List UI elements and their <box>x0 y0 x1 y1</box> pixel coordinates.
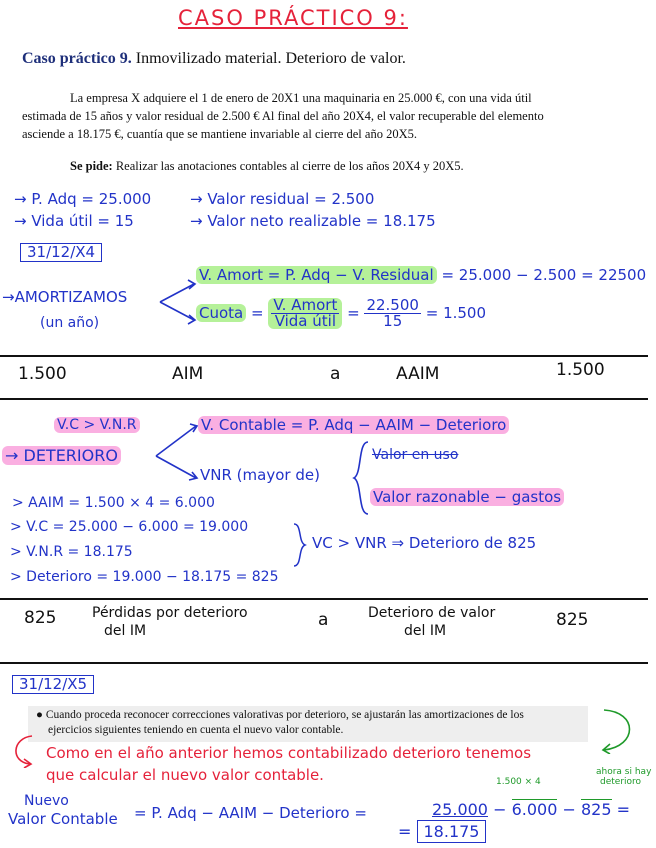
cuota-fraction-num: V. Amort <box>273 296 338 314</box>
nvc-result-eq: = <box>398 822 412 841</box>
case-title <box>0 50 656 68</box>
calc-vnr: > V.N.R = 18.175 <box>10 544 133 560</box>
entry1-bottom-rule <box>0 398 648 400</box>
valor-uso: Valor en uso <box>372 447 459 463</box>
vnr-mayor: VNR (mayor de) <box>200 466 320 484</box>
entry2-a: a <box>318 610 329 630</box>
cuota-calc-fraction <box>364 298 421 329</box>
amortizamos-label: →AMORTIZAMOS <box>2 288 128 306</box>
nvc-value-aaim: 6.000 <box>511 800 558 819</box>
vamort-highlight: V. Amort = P. Adq − V. Residual <box>196 266 437 284</box>
entry1-account-credit: AAIM <box>396 364 440 384</box>
entry2-account-debit-2: del IM <box>104 623 147 639</box>
entry2-account-debit-1: Pérdidas por deterioro <box>92 605 248 621</box>
cuota-label: Cuota <box>196 304 246 322</box>
case-title-bold: Caso práctico 9. <box>22 50 132 67</box>
vnr-brace <box>352 440 372 516</box>
vc-vnr-note <box>54 418 140 432</box>
calc-aaim: > AAIM = 1.500 × 4 = 6.000 <box>12 495 215 511</box>
bullet-line-1-text: Cuando proceda reconocer correcciones valorativas por deterioro, se ajustarán las amortizaciones de los <box>45 709 524 721</box>
deterioro-label <box>2 448 121 464</box>
entry1-a: a <box>330 364 341 384</box>
deterioro-branch-arrows <box>154 420 202 484</box>
handwritten-title: CASO PRÁCTICO 9: <box>178 6 408 30</box>
red-note-2: que calcular el nuevo valor contable. <box>46 766 324 784</box>
date-box-x5: 31/12/X5 <box>12 675 94 694</box>
paragraph-line-1: La empresa X adquiere el 1 de enero de 20X1 una maquinaria en 25.000 €, con una vida útil <box>70 91 532 105</box>
note-vida: → Vida útil = 15 <box>14 212 134 230</box>
nuevo-label: Nuevo <box>24 793 69 809</box>
paragraph-line-3: asciende a 18.175 €, cuantía que se mantiene invariable al cierre del año 20X5. <box>22 127 417 141</box>
vc-vnr-highlight: V.C > V.N.R <box>54 417 140 433</box>
vcontable-highlight: V. Contable = P. Adq − AAIM − Deterioro <box>198 416 509 434</box>
deterioro-highlight: → DETERIORO <box>2 446 121 465</box>
note-padq: → P. Adq = 25.000 <box>14 190 152 208</box>
bullet-text <box>0 708 656 738</box>
case-paragraph <box>0 89 656 143</box>
nvc-value-deterioro: 825 <box>580 800 612 819</box>
annotation-v2: 1.500 × 4 <box>496 777 541 787</box>
se-pide <box>0 159 656 174</box>
date-box-x4: 31/12/X4 <box>20 243 102 262</box>
vcontable-formula <box>198 418 509 433</box>
conclusion: VC > VNR ⇒ Deterioro de 825 <box>312 534 537 552</box>
valor-contable-label: Valor Contable <box>8 810 118 828</box>
cuota-calc-den: 15 <box>383 312 403 330</box>
cuota-eq: = <box>251 304 269 322</box>
cuota-eq2: = <box>347 304 365 322</box>
se-pide-rest: Realizar las anotaciones contables al cierre de los años 20X4 y 20X5. <box>112 159 464 173</box>
cuota-fraction-den: Vida útil <box>274 312 336 330</box>
nvc-minus-1: − <box>493 800 507 819</box>
green-curve-arrow <box>598 704 642 754</box>
entry1-top-rule <box>0 355 648 357</box>
nvc-eq: = <box>616 800 631 819</box>
red-note-1: Como en el año anterior hemos contabilizado deterioro tenemos <box>46 744 532 762</box>
valor-razonable-highlight: Valor razonable − gastos <box>370 488 564 506</box>
entry1-account-debit: AIM <box>172 364 204 384</box>
annotation-v3-1: ahora si hay <box>596 767 652 777</box>
calc-vc: > V.C = 25.000 − 6.000 = 19.000 <box>10 519 249 535</box>
cuota-result: = 1.500 <box>425 304 487 322</box>
nvc-result <box>398 824 486 840</box>
annotation-v3-2: deterioro <box>600 777 642 787</box>
note-vnr: → Valor neto realizable = 18.175 <box>190 212 436 230</box>
se-pide-bold: Se pide: <box>70 159 113 173</box>
nvc-value-padq: 25.000 <box>432 800 488 819</box>
bullet-line-1: ● Cuando proceda reconocer correcciones valorativas por deterioro, se ajustarán las amortizaciones de los <box>36 709 524 721</box>
entry1-debit: 1.500 <box>18 364 67 384</box>
calc-deterioro: > Deterioro = 19.000 − 18.175 = 825 <box>10 569 279 585</box>
vamort-formula <box>196 268 646 283</box>
bullet-line-2: ejercicios siguientes teniendo en cuenta el nuevo valor contable. <box>48 724 344 736</box>
entry2-bottom-rule <box>0 662 648 664</box>
nvc-result-value: 18.175 <box>417 820 487 843</box>
red-curve-arrow <box>8 732 38 768</box>
entry2-account-credit-2: del IM <box>404 623 447 639</box>
nvc-minus-2: − <box>562 800 576 819</box>
cuota-fraction <box>268 298 342 329</box>
entry2-top-rule <box>0 598 648 600</box>
note-vres: → Valor residual = 2.500 <box>190 190 375 208</box>
vamort-calc: = 25.000 − 2.500 = 22500 <box>441 266 647 284</box>
entry2-account-credit-1: Deterioro de valor <box>368 605 496 621</box>
conclusion-brace <box>292 522 308 568</box>
entry2-credit: 825 <box>556 610 589 630</box>
branch-arrows <box>158 276 198 328</box>
paragraph-line-2: estimada de 15 años y valor residual de 2.500 € Al final del año 20X4, el valor recuperable del elemento <box>22 109 544 123</box>
cuota-formula <box>196 298 486 329</box>
nvc-formula: = P. Adq − AAIM − Deterioro = <box>134 804 367 822</box>
nvc-values <box>432 802 630 818</box>
case-title-rest: Inmovilizado material. Deterioro de valor. <box>131 50 406 67</box>
entry2-debit: 825 <box>24 608 57 628</box>
un-ano-label: (un año) <box>40 315 100 331</box>
valor-razonable <box>370 490 564 505</box>
entry1-credit: 1.500 <box>556 360 605 380</box>
cuota-calc-num: 22.500 <box>366 296 419 314</box>
